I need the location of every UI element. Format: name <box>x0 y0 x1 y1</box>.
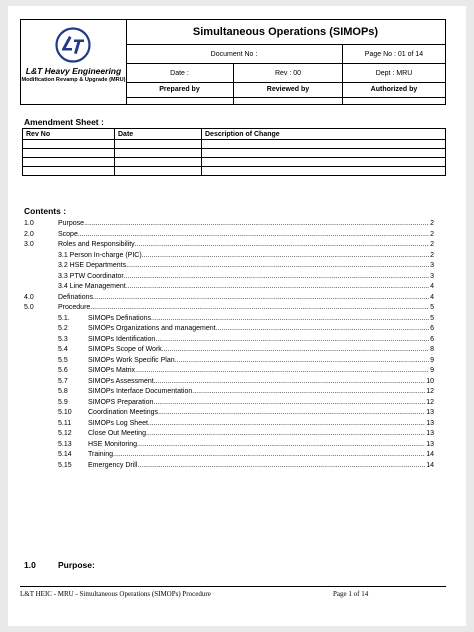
toc-leader <box>124 272 429 283</box>
table-cell <box>23 158 115 167</box>
toc-page: 2 <box>430 220 434 227</box>
toc-entry[interactable] <box>24 314 434 325</box>
col-rev-no: Rev No <box>23 129 115 140</box>
toc-page: 14 <box>426 451 434 458</box>
toc-page: 6 <box>430 325 434 332</box>
table-cell <box>202 140 446 149</box>
toc-leader <box>192 387 425 398</box>
header-row-docno <box>126 44 445 64</box>
rev-label: Rev : 00 <box>233 64 342 83</box>
toc-entry[interactable] <box>24 251 434 262</box>
toc-entry[interactable] <box>24 240 434 251</box>
table-cell <box>23 140 115 149</box>
toc-leader <box>151 314 429 325</box>
toc-leader <box>142 251 429 262</box>
lt-logo-icon <box>55 27 91 63</box>
table-cell <box>202 167 446 176</box>
section-heading <box>24 560 95 570</box>
toc-page: 3 <box>430 272 434 280</box>
toc-page: 2 <box>430 241 434 248</box>
toc-page: 13 <box>426 409 434 416</box>
toc-title: SIMOPs Assessment <box>88 377 154 385</box>
toc-leader <box>93 293 429 304</box>
amendment-header-row <box>23 129 446 140</box>
table-cell <box>23 149 115 158</box>
table-row <box>23 149 446 158</box>
logo-cell <box>21 20 127 104</box>
toc-page: 12 <box>426 388 434 395</box>
toc-page: 10 <box>426 377 434 385</box>
toc-title: Emergency Drill <box>88 461 138 469</box>
toc-title: 3.1 Person In-charge (PIC) <box>58 251 142 259</box>
toc-number: 5.8 <box>58 388 68 395</box>
date-label: Date : <box>170 70 189 77</box>
toc-number: 5.2 <box>58 325 68 332</box>
toc-leader <box>84 219 429 230</box>
dept-label: Dept : MRU <box>342 64 445 83</box>
toc-number: 5.6 <box>58 367 68 374</box>
toc-title: 3.3 PTW Coordinator <box>58 272 124 280</box>
toc-leader <box>153 398 425 409</box>
toc-leader <box>78 230 429 241</box>
table-cell <box>115 158 202 167</box>
toc-page: 4 <box>430 283 434 290</box>
table-cell <box>115 167 202 176</box>
unit-name: Modification Revamp & Upgrade (MRU) <box>21 77 126 83</box>
page-no: Page No : 01 of 14 <box>342 45 445 64</box>
toc-number: 5.12 <box>58 430 72 437</box>
toc-title: Definations <box>58 293 94 301</box>
toc-entry[interactable] <box>24 324 434 335</box>
toc-page: 13 <box>426 419 434 427</box>
toc-number: 5.10 <box>58 409 72 416</box>
toc-page: 2 <box>430 251 434 259</box>
toc-leader <box>175 356 429 367</box>
toc-number: 5.5 <box>58 356 68 364</box>
toc-entry[interactable] <box>24 335 434 346</box>
table-row <box>23 140 446 149</box>
toc-leader <box>148 419 425 430</box>
document-header <box>20 19 446 105</box>
toc-leader <box>137 461 425 472</box>
toc-entry[interactable] <box>24 230 434 241</box>
toc-number: 2.0 <box>24 230 34 238</box>
toc-title: SIMOPs Definations <box>88 314 152 322</box>
toc-entry[interactable] <box>24 282 434 293</box>
contents-heading: Contents : <box>24 206 67 216</box>
toc-leader <box>135 240 429 251</box>
toc-title: SIMOPS Preparation <box>88 398 154 406</box>
table-cell <box>202 149 446 158</box>
toc-entry[interactable] <box>24 408 434 419</box>
toc-page: 8 <box>430 346 434 353</box>
toc-page: 5 <box>430 304 434 311</box>
table-cell <box>23 167 115 176</box>
prepared-by: Prepared by <box>159 86 200 93</box>
toc-number: 5.15 <box>58 461 72 469</box>
toc-number: 1.0 <box>24 220 34 227</box>
document-title: Simultaneous Operations (SIMOPs) <box>192 26 379 38</box>
footer-document-name: L&T HEIC - MRU - Simultaneous Operations (SIMOPs) Procedure <box>20 590 211 598</box>
table-row <box>23 158 446 167</box>
toc-title: SIMOPs Interface Documentation <box>88 388 193 395</box>
toc-page: 14 <box>426 461 434 469</box>
toc-page: 6 <box>430 335 434 343</box>
toc-page: 9 <box>430 367 434 374</box>
toc-entry[interactable] <box>24 450 434 461</box>
toc-title: Scope <box>58 230 78 238</box>
toc-title: SIMOPs Scope of Work <box>88 346 162 353</box>
amendment-table <box>22 128 446 176</box>
toc-title: SIMOPs Work Specific Plan <box>88 356 175 364</box>
table-cell <box>115 149 202 158</box>
toc-leader <box>162 345 429 356</box>
toc-number: 5.9 <box>58 398 68 406</box>
toc-number: 4.0 <box>24 293 34 301</box>
toc-title: SIMOPs Identification <box>88 335 156 343</box>
toc-leader <box>90 303 429 314</box>
toc-leader <box>135 366 429 377</box>
toc-title: SIMOPs Matrix <box>88 367 136 374</box>
toc-entry[interactable] <box>24 429 434 440</box>
toc-title: Close Out Meeting <box>88 430 146 437</box>
toc-page: 13 <box>426 440 434 448</box>
toc-number: 5.13 <box>58 440 72 448</box>
toc-entry[interactable] <box>24 356 434 367</box>
toc-number: 5.4 <box>58 346 68 353</box>
authorized-by: Authorized by <box>342 83 445 105</box>
toc-title: Roles and Responsibility <box>58 241 135 248</box>
toc-leader <box>154 377 425 388</box>
table-row <box>23 167 446 176</box>
toc-number: 3.0 <box>24 241 34 248</box>
toc-page: 5 <box>430 314 434 322</box>
toc-entry[interactable] <box>24 440 434 451</box>
table-cell <box>202 158 446 167</box>
toc-number: 5.3 <box>58 335 68 343</box>
footer-page-number: Page 1 of 14 <box>333 590 369 598</box>
header-row-signoff <box>126 82 445 105</box>
toc-title: Procedure <box>58 304 91 311</box>
toc-number: 5.7 <box>58 377 68 385</box>
toc-title: SIMOPs Organizations and management <box>88 325 216 332</box>
toc-entry[interactable] <box>24 419 434 430</box>
toc-entry[interactable] <box>24 345 434 356</box>
footer-divider <box>20 586 446 587</box>
toc-entry[interactable] <box>24 303 434 314</box>
toc-leader <box>126 282 429 293</box>
toc-entry[interactable] <box>24 387 434 398</box>
toc-leader <box>146 429 425 440</box>
toc-page: 3 <box>430 262 434 269</box>
toc-title: Purpose <box>58 220 85 227</box>
header-row-date <box>126 63 445 83</box>
toc-page: 2 <box>430 230 434 238</box>
amendment-heading: Amendment Sheet : <box>24 117 104 127</box>
company-name: L&T Heavy Engineering <box>25 66 122 76</box>
toc-number: 5.14 <box>58 451 72 458</box>
toc-page: 12 <box>426 398 434 406</box>
toc-number: 5.1. <box>58 314 70 322</box>
toc-entry[interactable] <box>24 398 434 409</box>
toc-leader <box>216 324 429 335</box>
toc-entry[interactable] <box>24 219 434 230</box>
toc-title: 3.4 Line Management <box>58 283 126 290</box>
toc-page: 9 <box>430 356 434 364</box>
reviewed-by: Reviewed by <box>233 83 342 105</box>
document-no: Document No : <box>210 51 258 58</box>
toc-page: 13 <box>426 430 434 437</box>
col-description: Description of Change <box>202 129 446 140</box>
toc-title: Training <box>88 451 114 458</box>
toc-entry[interactable] <box>24 377 434 388</box>
toc-title: Coordination Meetings <box>88 409 159 416</box>
toc-title: HSE Monitoring <box>88 440 138 448</box>
toc-entry[interactable] <box>24 261 434 272</box>
toc-leader <box>126 261 429 272</box>
table-of-contents <box>24 219 434 471</box>
toc-leader <box>158 408 425 419</box>
table-cell <box>115 140 202 149</box>
toc-page: 4 <box>430 293 434 301</box>
col-date: Date <box>115 129 202 140</box>
toc-title: SIMOPs Log Sheet <box>88 419 148 427</box>
toc-entry[interactable] <box>24 272 434 283</box>
section-title: Purpose: <box>58 560 95 570</box>
toc-leader <box>113 450 425 461</box>
toc-number: 5.11 <box>58 419 72 427</box>
toc-number: 5.0 <box>24 304 34 311</box>
toc-entry[interactable] <box>24 293 434 304</box>
toc-entry[interactable] <box>24 461 434 472</box>
toc-leader <box>137 440 425 451</box>
toc-entry[interactable] <box>24 366 434 377</box>
toc-leader <box>155 335 429 346</box>
toc-title: 3.2 HSE Departments <box>58 262 127 269</box>
section-number: 1.0 <box>24 560 36 570</box>
